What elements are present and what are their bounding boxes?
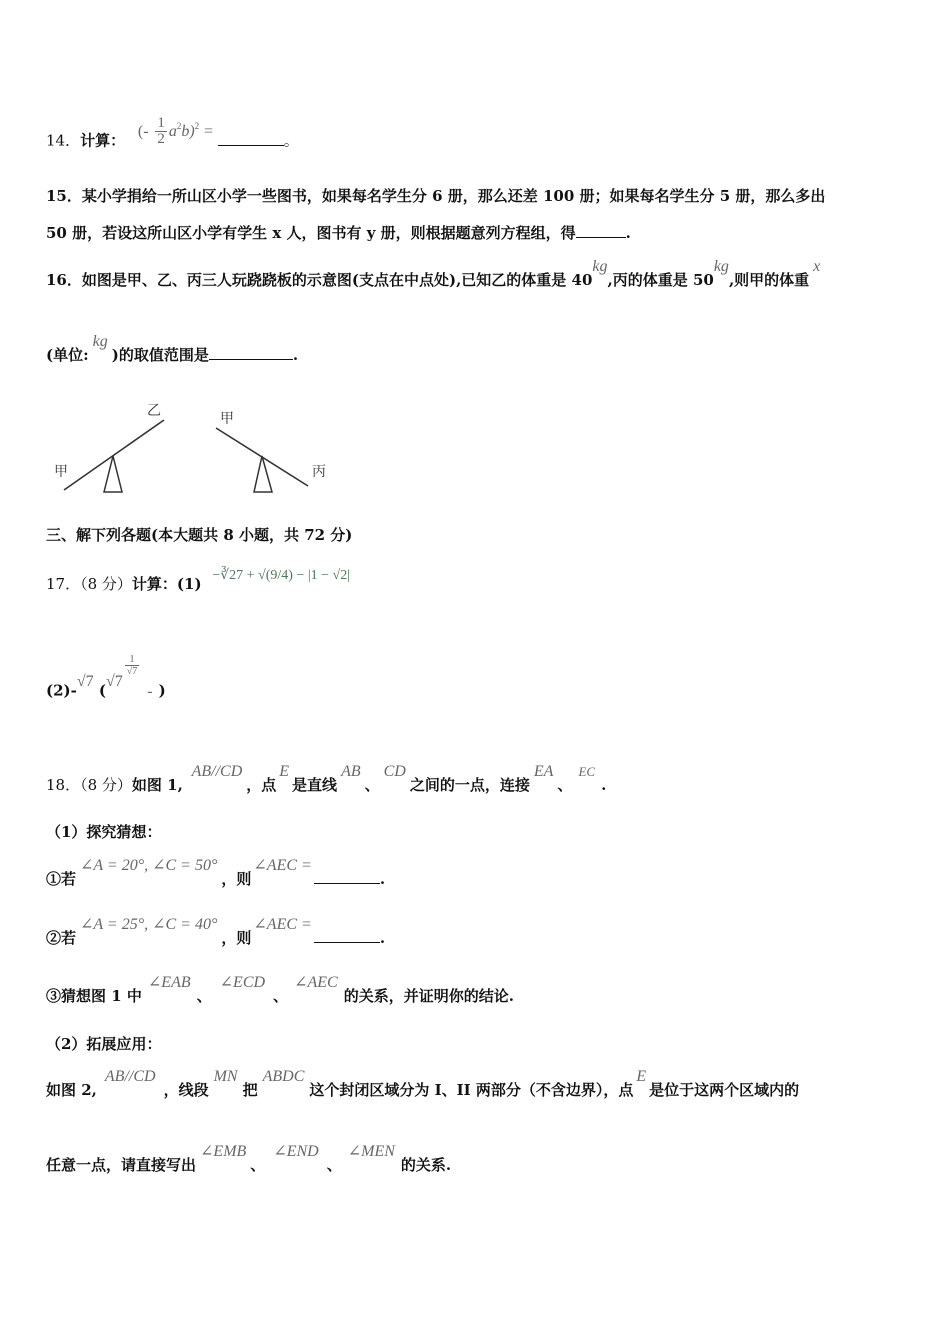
q18-application-line-2: 任意一点，请直接写出∠EMB、∠END、∠MEN的关系. xyxy=(46,1143,452,1174)
answer-blank-15 xyxy=(576,225,626,238)
q17-expression-1: −∛27 + √(9/4) − |1 − √2| xyxy=(212,568,351,583)
question-16-line-1: 16．如图是甲、乙、丙三人玩跷跷板的示意图(支点在中点处),已知乙的体重是 40kg,丙的体重是 50kg,则甲的体重x xyxy=(46,258,821,289)
q18-application-line-1: 如图 2,AB//CD，线段MN把ABDC这个封闭区域分为 I、II 两部分（不含边界），点E是位于这两个区域内的 xyxy=(46,1068,800,1099)
left-bottom-label: 甲 xyxy=(54,464,68,480)
left-seesaw-fulcrum xyxy=(104,456,122,492)
answer-blank-18-2 xyxy=(314,930,380,943)
question-18: 18．（8 分）如图 1, AB//CD，点E是直线AB、CD之间的一点，连接EA、EC. xyxy=(46,763,607,794)
left-seesaw-board xyxy=(64,420,164,490)
question-17-part-2: (2)-√7 (√7 $\frac{1}{√7}$ - ) xyxy=(46,654,166,700)
q18-item-3: ③猜想图 1 中∠EAB、∠ECD、∠AEC的关系，并证明你的结论. xyxy=(46,974,514,1005)
answer-blank-16 xyxy=(209,347,293,360)
question-15-line-2: 50 册，若设这所山区小学有学生 x 人，图书有 y 册，则根据题意列方程组，得 . xyxy=(46,224,631,242)
q18-item-1: ①若∠A = 20°, ∠C = 50°，则∠AEC =. xyxy=(46,857,386,888)
question-17: 17．（8 分）计算：(1) −∛27 + √(9/4) − |1 − √2| xyxy=(46,568,351,593)
question-15-line-1: 15．某小学捐给一所山区小学一些图书，如果每名学生分 6 册，那么还差 100 册；如果每名学生分 5 册，那么多出 xyxy=(46,187,826,205)
question-14: 14．计算： (- $\frac{1}{2}$ $a^2b)^2$ = 。 xyxy=(46,115,299,150)
q18-item-2: ②若∠A = 25°, ∠C = 40°，则∠AEC =. xyxy=(46,916,386,947)
right-top-label: 甲 xyxy=(220,411,234,427)
answer-blank-18-1 xyxy=(314,871,380,884)
question-16-line-2: (单位:kg)的取值范围是 . xyxy=(46,333,299,364)
q18-part-2-title: （2）拓展应用： xyxy=(46,1035,162,1053)
section-3-title: 三、解下列各题(本大题共 8 小题，共 72 分) xyxy=(46,526,353,544)
answer-blank-14 xyxy=(218,133,284,146)
left-top-label: 乙 xyxy=(147,403,161,419)
q18-part-1-title: （1）探究猜想： xyxy=(46,823,162,841)
q14-expression: (- $\frac{1}{2}$ $a^2b)^2$ = xyxy=(137,115,213,147)
right-bottom-label: 丙 xyxy=(312,464,326,480)
seesaw-diagram xyxy=(46,398,346,508)
